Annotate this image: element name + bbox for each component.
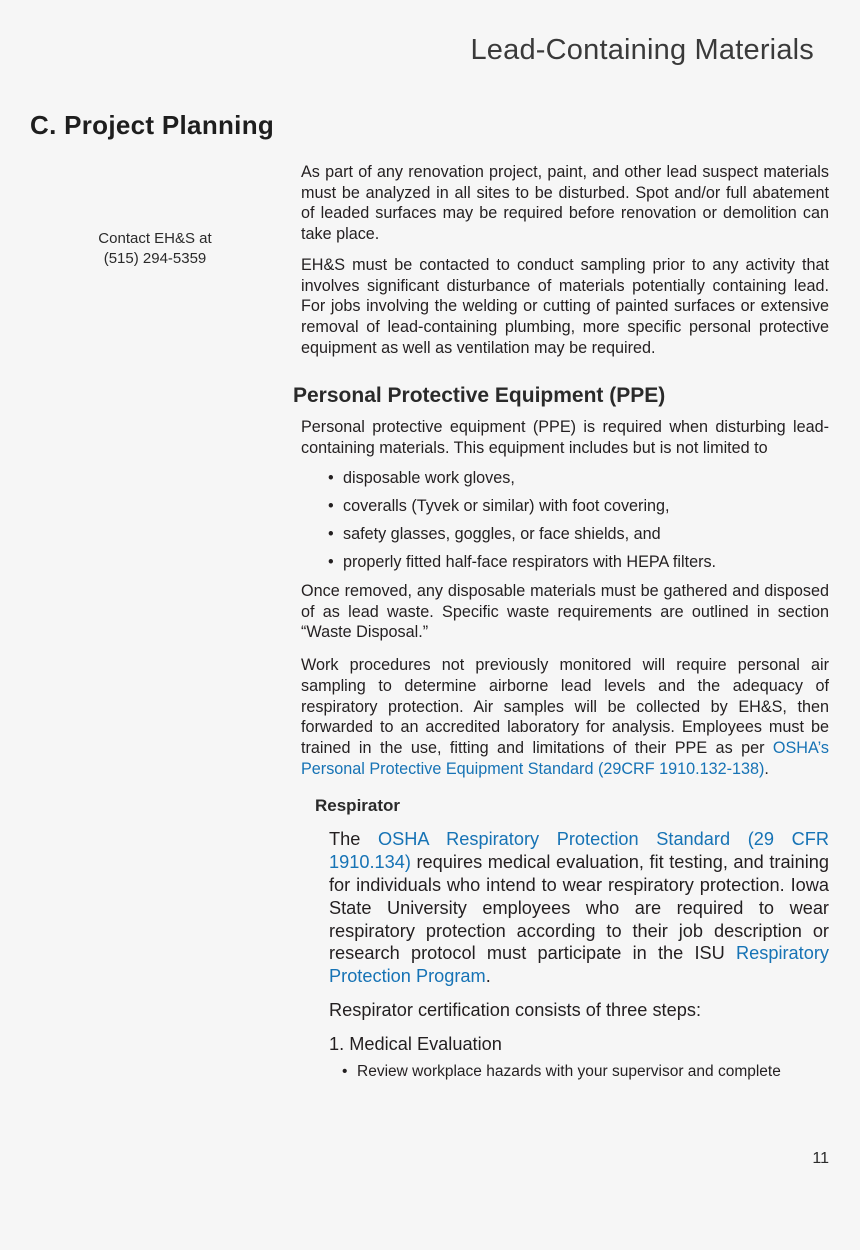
ppe-list (301, 468, 829, 573)
bullet-icon: • (328, 553, 334, 572)
respirator-section (329, 828, 829, 1081)
respirator-paragraph-1-end: . (485, 966, 491, 987)
sidebar-contact-note (70, 229, 240, 269)
section-title: C. Project Planning (30, 110, 275, 140)
bullet-icon: • (328, 468, 334, 487)
ppe-paragraph-3 (301, 655, 829, 779)
bullet-icon: • (328, 525, 334, 544)
main-column (293, 162, 829, 1082)
osha-respiratory-standard-link[interactable]: OSHA Respiratory Protection Standard (29 CFR 1910.134) (329, 829, 829, 873)
respirator-paragraph-1 (329, 828, 829, 988)
respiratory-protection-program-link[interactable]: Respiratory Protection Program (329, 943, 829, 987)
list-item (328, 524, 829, 545)
ppe-paragraph-3-text: Work procedures not previously monitored will require personal air sampling to determine airborne lead levels and the adequacy of respiratory protection. Air samples will be collected by EH&S, then forwarded to an accredited laboratory for analysis. Employees must be trained in the use, fitting and limitations of their PPE as per (301, 656, 829, 757)
osha-ppe-standard-link[interactable]: OSHA’s Personal Protective Equipment Standard (29CRF 1910.132-138) (301, 738, 829, 778)
respirator-paragraph-1-mid: requires medical evaluation, fit testing, and training for individuals who intend to wear respiratory protection. Iowa State University employees who are required to wear respiratory protection according to their job description or research protocol must participate in the ISU (329, 852, 829, 964)
ppe-paragraph-2: Once removed, any disposable materials must be gathered and disposed of as lead waste. Specific waste requirements are outlined in section “Waste Disposal.” (301, 582, 829, 642)
step-1-heading: 1. Medical Evaluation (329, 1033, 502, 1054)
ppe-heading: Personal Protective Equipment (PPE) (293, 384, 666, 408)
list-item (328, 496, 829, 517)
respirator-paragraph-1-start: The (329, 829, 378, 850)
step-1-bullet (342, 1062, 829, 1082)
intro-paragraph-2: EH&S must be contacted to conduct sampling prior to any activity that involves significant disturbance of materials potentially containing lead. For jobs involving the welding or cutting of painted surfaces or extensive removal of lead-containing plumbing, more specific personal protective equipment as well as ventilation may be required. (301, 255, 829, 357)
respirator-paragraph-2: Respirator certification consists of three steps: (329, 999, 701, 1020)
ppe-paragraph-1: Personal protective equipment (PPE) is required when disturbing lead-containing materials. This equipment includes but is not limited to (301, 418, 829, 458)
step-1-bullet-text: Review workplace hazards with your supervisor and complete (357, 1062, 781, 1080)
list-item-text: coveralls (Tyvek or similar) with foot covering, (343, 496, 670, 515)
bullet-icon: • (342, 1062, 348, 1080)
ppe-paragraph-3-end: . (764, 759, 769, 778)
list-item-text: properly fitted half-face respirators with HEPA filters. (343, 553, 717, 572)
contact-label: Contact EH&S at (98, 230, 212, 247)
running-header: Lead-Containing Materials (470, 34, 814, 66)
page-number: 11 (812, 1150, 829, 1167)
respirator-heading: Respirator (315, 796, 401, 816)
list-item (328, 468, 829, 489)
list-item-text: disposable work gloves, (343, 468, 515, 487)
list-item-text: safety glasses, goggles, or face shields, and (343, 525, 661, 544)
contact-phone: (515) 294-5359 (103, 250, 207, 267)
list-item (328, 552, 829, 573)
bullet-icon: • (328, 496, 334, 515)
intro-paragraph-1: As part of any renovation project, paint, and other lead suspect materials must be analyzed in all sites to be disturbed. Spot and/or full abatement of leaded surfaces may be required before renovation or demolition can take place. (301, 163, 829, 244)
